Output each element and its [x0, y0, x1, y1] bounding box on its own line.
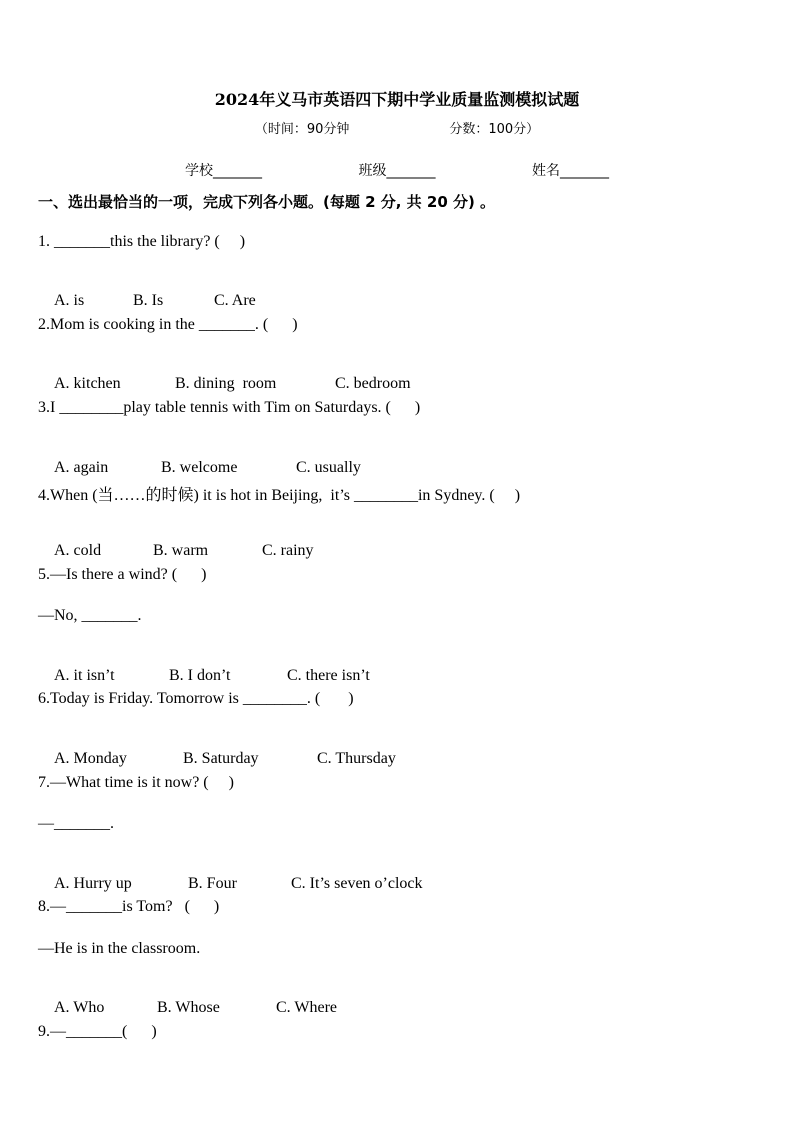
option-b: B. dining room	[175, 375, 277, 392]
class-field: 班级_______	[358, 163, 436, 179]
question-4-stem: 4.When (当……的时候) it is hot in Beijing, it’s ________in Sydney. ( )	[38, 487, 521, 504]
option-c: C. Are	[214, 292, 256, 309]
page-title: 2024年义马市英语四下期中学业质量监测模拟试题	[214, 90, 580, 109]
exam-time: （时间：90分钟	[254, 122, 350, 137]
option-a: A. Who	[54, 999, 105, 1016]
option-a: A. again	[54, 459, 109, 476]
question-7-stem: 7.—What time is it now? ( )	[38, 774, 234, 791]
option-b: B. Is	[133, 292, 164, 309]
question-3-stem: 3.I ________play table tennis with Tim on Saturdays. ( )	[38, 399, 421, 416]
option-b: B. I don’t	[169, 667, 231, 684]
name-field: 姓名_______	[531, 163, 609, 179]
option-c: C. Thursday	[317, 750, 396, 767]
section-heading: 一、选出最恰当的一项，完成下列各小题。(每题 2 分, 共 20 分) 。	[38, 193, 496, 211]
option-a: A. Monday	[54, 750, 127, 767]
option-b: B. Saturday	[183, 750, 259, 767]
question-5-answer: —No, _______.	[38, 607, 142, 624]
option-b: B. warm	[153, 542, 209, 559]
option-b: B. Whose	[157, 999, 220, 1016]
option-a: A. kitchen	[54, 375, 121, 392]
option-c: C. usually	[296, 459, 361, 476]
option-b: B. welcome	[161, 459, 238, 476]
option-c: C. bedroom	[335, 375, 411, 392]
question-1-stem: 1. _______this the library? ( )	[38, 233, 246, 250]
school-field: 学校_______	[185, 163, 263, 179]
exam-meta	[0, 118, 794, 137]
question-8-stem: 8.—_______is Tom? ( )	[38, 898, 220, 915]
option-a: A. it isn’t	[54, 667, 115, 684]
option-a: A. cold	[54, 542, 102, 559]
option-a: A. is	[54, 292, 85, 309]
question-9-stem: 9.—_______( )	[38, 1023, 157, 1040]
question-7-answer: —_______.	[38, 815, 114, 832]
student-info	[0, 160, 794, 180]
question-8-answer: —He is in the classroom.	[38, 940, 201, 957]
question-5-stem: 5.—Is there a wind? ( )	[38, 566, 207, 583]
option-c: C. Where	[276, 999, 338, 1016]
option-a: A. Hurry up	[54, 875, 132, 892]
question-2-stem: 2.Mom is cooking in the _______. ( )	[38, 316, 298, 333]
exam-score: 分数：100分）	[449, 122, 540, 137]
option-b: B. Four	[188, 875, 237, 892]
option-c: C. there isn’t	[287, 667, 370, 684]
option-c: C. rainy	[262, 542, 314, 559]
option-c: C. It’s seven o’clock	[291, 875, 423, 892]
question-6-stem: 6.Today is Friday. Tomorrow is ________. ( )	[38, 690, 354, 707]
